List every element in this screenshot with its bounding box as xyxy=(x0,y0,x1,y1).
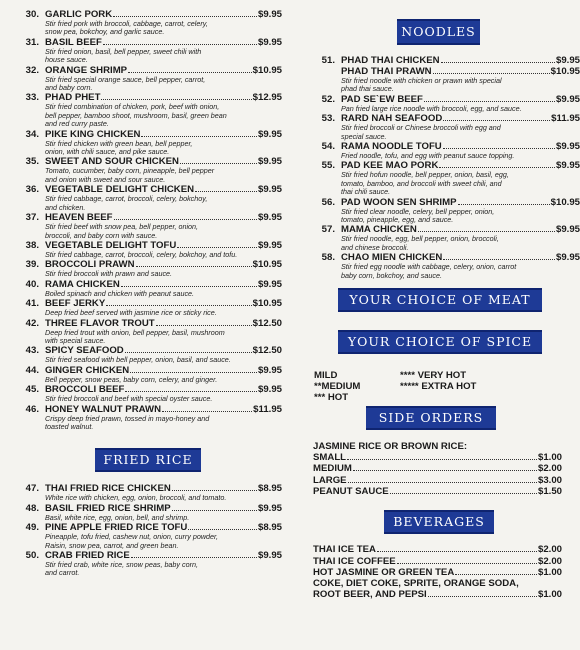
menu-item xyxy=(8,298,282,317)
meat-banner xyxy=(338,288,542,312)
fried-rice-banner xyxy=(95,448,201,472)
item-price: $11.95 xyxy=(253,403,282,415)
menu-item xyxy=(8,92,282,128)
row-name: MEDIUM xyxy=(313,463,352,475)
side-orders-list xyxy=(313,452,562,497)
menu-item xyxy=(304,160,580,196)
item-description: Basil, white rice, egg, onion, bell, and shrimp. xyxy=(45,512,190,522)
leader-dots xyxy=(458,204,550,205)
item-price: $10.95 xyxy=(550,66,580,77)
item-description: Pineapple, tofu fried, cashew nut, onion, curry powder, xyxy=(45,532,219,542)
item-name: CHAO MIEN CHICKEN xyxy=(341,252,443,264)
item-number: 34. xyxy=(25,128,39,140)
side-orders-banner xyxy=(366,406,496,430)
item-description: phad thai sauce. xyxy=(341,84,394,94)
item-number: 55. xyxy=(321,160,335,172)
price-row xyxy=(313,475,562,486)
item-description: Stir fried beef with snow pea, bell pepper, onion, xyxy=(45,222,199,232)
leader-dots xyxy=(397,563,537,564)
leader-dots xyxy=(125,391,257,392)
item-description: Deep fried beef served with jasmine rice or sticky rice. xyxy=(45,308,217,318)
item-price: $9.95 xyxy=(257,9,282,20)
beverages-banner xyxy=(384,510,494,534)
item-description: and chinese broccoli. xyxy=(341,242,409,252)
row-name: THAI ICE TEA xyxy=(313,544,376,556)
leader-dots xyxy=(128,72,252,73)
item-description: special sauce. xyxy=(341,131,387,141)
item-description: bell pepper, bamboo shoot, mushroom, basil, green bean xyxy=(45,110,227,120)
item-name: HONEY WALNUT PRAWN xyxy=(45,403,162,415)
item-description: with special sauce. xyxy=(45,335,106,345)
item-description: and baby corn. xyxy=(45,83,93,93)
item-price: $9.95 xyxy=(257,502,282,514)
row-price: $1.50 xyxy=(537,485,562,497)
item-price: $12.95 xyxy=(252,92,282,104)
leader-dots xyxy=(353,470,537,471)
spice-mild: MILD xyxy=(314,370,338,382)
menu-item xyxy=(8,384,282,403)
item-name: PIKE KING CHICKEN xyxy=(45,128,141,140)
item-price: $8.95 xyxy=(257,522,282,534)
menu-item xyxy=(304,197,580,225)
menu-item xyxy=(8,156,282,184)
leader-dots xyxy=(172,510,257,511)
row-price: $1.00 xyxy=(537,452,562,464)
menu-item-line xyxy=(8,129,282,140)
item-name: RAMA CHICKEN xyxy=(45,278,120,290)
item-number: 38. xyxy=(25,239,39,251)
item-description: White rice with chicken, egg, onion, broccoli, and tomato. xyxy=(45,493,227,503)
leader-dots xyxy=(106,305,251,306)
item-description: Stir fried noodle with chicken or prawn with special xyxy=(341,76,502,85)
menu-item xyxy=(304,55,580,94)
item-number: 37. xyxy=(25,212,39,224)
fried-rice-list xyxy=(0,483,282,577)
row-price: $2.00 xyxy=(537,544,562,556)
item-name: THREE FLAVOR TROUT xyxy=(45,317,155,329)
item-number: 50. xyxy=(25,550,39,561)
fried-rice-title: FRIED RICE xyxy=(103,452,193,468)
item-description: tomato, pineapple, egg, and sauce. xyxy=(341,215,454,225)
item-number: 51. xyxy=(321,55,335,66)
item-number: 47. xyxy=(25,483,39,495)
item-description: Stir fried broccoli with prawn and sauce. xyxy=(45,269,173,279)
item-price: $9.95 xyxy=(555,141,580,153)
item-description: Tomato, cucumber, baby corn, pineapple, bell pepper xyxy=(45,166,215,176)
item-description: Stir fried onion, basil, bell pepper, sweet chili with xyxy=(45,46,202,56)
price-row xyxy=(313,578,562,589)
price-row xyxy=(313,589,562,600)
leader-dots xyxy=(121,286,257,287)
item-description: snow pea, bokchoy, and garlic sauce. xyxy=(45,27,165,37)
item-description: Stir fried broccoli or Chinese broccoli with egg and xyxy=(341,123,501,133)
item-price: $9.95 xyxy=(257,278,282,290)
item-name: SPICY SEAFOOD xyxy=(45,345,124,357)
item-name: HEAVEN BEEF xyxy=(45,212,113,224)
leader-dots xyxy=(390,493,537,494)
leader-dots xyxy=(177,247,257,248)
spice-banner xyxy=(338,330,542,354)
item-number: 31. xyxy=(25,36,39,48)
price-row xyxy=(313,452,562,463)
menu-item xyxy=(304,141,580,160)
item-price: $12.50 xyxy=(252,317,282,329)
menu-item xyxy=(8,503,282,522)
item-name: VEGETABLE DELIGHT TOFU xyxy=(45,239,177,251)
item-description: baby corn, bokchoy, and sauce. xyxy=(341,270,442,280)
item-name: MAMA CHICKEN xyxy=(341,224,417,236)
item-description: and red curry paste. xyxy=(45,119,109,129)
entrees-list xyxy=(0,9,282,431)
menu-item xyxy=(8,483,282,502)
item-description: Crispy deep fried prawn, tossed in mayo-honey and xyxy=(45,413,210,423)
item-price: $9.95 xyxy=(257,364,282,376)
item-price: $9.95 xyxy=(257,550,282,561)
item-number: 44. xyxy=(25,364,39,376)
item-number: 33. xyxy=(25,92,39,104)
menu-item xyxy=(8,279,282,298)
item-description: Boiled spinach and chicken with peanut sauce. xyxy=(45,288,195,298)
beverages-list xyxy=(313,544,562,600)
item-name: RAMA NOODLE TOFU xyxy=(341,141,442,153)
item-name: BASIL BEEF xyxy=(45,36,102,48)
noodles-banner xyxy=(397,19,480,45)
menu-item-line xyxy=(8,65,282,76)
leader-dots xyxy=(188,529,257,530)
menu-item xyxy=(8,404,282,432)
row-name: THAI ICE COFFEE xyxy=(313,555,396,567)
item-number: 52. xyxy=(321,93,335,105)
menu-item xyxy=(8,65,282,93)
spice-extra-hot: ***** EXTRA HOT xyxy=(400,381,477,393)
menu-item-line xyxy=(304,55,580,66)
leader-dots xyxy=(114,219,257,220)
item-number: 43. xyxy=(25,345,39,357)
item-name: ORANGE SHRIMP xyxy=(45,64,128,76)
item-price: $9.95 xyxy=(555,224,580,236)
item-description: and chicken. xyxy=(45,202,86,212)
row-name: LARGE xyxy=(313,474,347,486)
menu-item xyxy=(8,522,282,550)
item-number: 57. xyxy=(321,224,335,236)
item-description: Stir fried chicken with green bean, bell pepper, xyxy=(45,138,193,148)
leader-dots xyxy=(130,372,257,373)
menu-item xyxy=(304,224,580,252)
item-number: 40. xyxy=(25,278,39,290)
item-name: RARD NAH SEAFOOD xyxy=(341,113,443,125)
item-number: 35. xyxy=(25,156,39,168)
item-number: 41. xyxy=(25,298,39,310)
side-orders-title: SIDE ORDERS xyxy=(378,410,484,426)
price-row xyxy=(313,486,562,497)
item-description: Stir fried noodle, egg, bell pepper, onion, broccoli, xyxy=(341,234,499,244)
item-price: $9.95 xyxy=(257,384,282,396)
row-name: ROOT BEER, AND PEPSI xyxy=(313,589,427,601)
item-price: $9.95 xyxy=(257,36,282,48)
item-price: $9.95 xyxy=(555,252,580,264)
item-price: $10.95 xyxy=(252,298,282,310)
price-row xyxy=(313,556,562,567)
item-price: $9.95 xyxy=(257,128,282,140)
price-row xyxy=(313,463,562,474)
item-number: 30. xyxy=(25,9,39,20)
menu-item xyxy=(8,212,282,240)
item-name: BASIL FRIED RICE SHRIMP xyxy=(45,502,171,514)
leader-dots xyxy=(428,596,537,597)
item-number: 56. xyxy=(321,196,335,208)
leader-dots xyxy=(103,44,257,45)
item-description: Deep fried trout with onion, bell pepper, basil, mushroom xyxy=(45,327,225,337)
item-number: 58. xyxy=(321,252,335,264)
leader-dots xyxy=(172,490,257,491)
item-name: BEEF JERKY xyxy=(45,298,106,310)
side-orders-section xyxy=(313,441,562,497)
menu-item xyxy=(8,318,282,346)
item-number: 39. xyxy=(25,259,39,271)
menu-item xyxy=(8,259,282,278)
leader-dots xyxy=(113,16,257,17)
menu-item-line xyxy=(8,404,282,415)
item-description: onion, with chili sauce, and pike sauce. xyxy=(45,147,170,157)
item-name: GINGER CHICKEN xyxy=(45,364,130,376)
spice-medium: **MEDIUM xyxy=(314,381,361,393)
row-price: $2.00 xyxy=(537,463,562,475)
price-row xyxy=(313,567,562,578)
item-name: PAD SE`EW BEEF xyxy=(341,93,423,105)
row-price: $1.00 xyxy=(537,589,562,601)
leader-dots xyxy=(424,101,555,102)
item-price: $10.95 xyxy=(252,64,282,76)
leader-dots xyxy=(377,551,537,552)
item-price: $9.95 xyxy=(555,160,580,172)
leader-dots xyxy=(162,411,252,412)
row-price: $3.00 xyxy=(537,474,562,486)
spice-title: YOUR CHOICE OF SPICE xyxy=(347,334,533,350)
item-price: $9.95 xyxy=(257,184,282,196)
item-description: and carrot. xyxy=(45,568,80,578)
item-number: 49. xyxy=(25,522,39,534)
leader-dots xyxy=(441,62,555,63)
item-number: 48. xyxy=(25,502,39,514)
spice-very-hot: **** VERY HOT xyxy=(400,370,467,382)
item-price: $9.95 xyxy=(555,55,580,66)
item-description: Stir fried cabbage, carrot, broccoli, celery, bokchoy, xyxy=(45,194,208,204)
left-column xyxy=(0,0,282,578)
item-name: PHAD THAI PRAWN xyxy=(341,66,432,77)
item-description: thai chili sauce. xyxy=(341,187,391,197)
item-name: PAD WOON SEN SHRIMP xyxy=(341,196,457,208)
leader-dots xyxy=(131,557,257,558)
menu-item xyxy=(8,345,282,364)
leader-dots xyxy=(418,231,555,232)
item-price: $11.95 xyxy=(551,113,580,125)
item-name: SWEET AND SOUR CHICKEN xyxy=(45,156,179,168)
item-description: Stir fried combination of chicken, pork, beef with onion, xyxy=(45,102,220,112)
item-description: toasted walnut. xyxy=(45,421,94,431)
menu-item xyxy=(8,9,282,37)
right-column xyxy=(296,0,580,601)
leader-dots xyxy=(443,120,550,121)
row-name: SMALL xyxy=(313,452,347,464)
row-price: $1.00 xyxy=(537,566,562,578)
item-price: $9.95 xyxy=(257,156,282,168)
menu-item-line xyxy=(8,318,282,329)
leader-dots xyxy=(455,574,537,575)
leader-dots xyxy=(443,259,555,260)
item-price: $12.50 xyxy=(252,345,282,357)
item-description: broccoli, and baby corn with sauce. xyxy=(45,230,158,240)
item-description: Stir fried clear noodle, celery, bell pepper, onion, xyxy=(341,206,495,216)
row-name: COKE, DIET COKE, SPRITE, ORANGE SODA, xyxy=(313,578,519,590)
meat-title: YOUR CHOICE OF MEAT xyxy=(349,292,531,308)
item-name: BROCCOLI BEEF xyxy=(45,384,125,396)
menu-item xyxy=(304,252,580,280)
item-name: VEGETABLE DELIGHT CHICKEN xyxy=(45,184,195,196)
row-price: $2.00 xyxy=(537,555,562,567)
item-name: PHAD THAI CHICKEN xyxy=(341,55,440,66)
item-description: Fried noodle, tofu, and egg with peanut sauce topping. xyxy=(341,151,515,161)
item-description: Stir fried seafood with bell pepper, onion, basil, and sauce. xyxy=(45,355,231,365)
menu-item xyxy=(304,94,580,113)
item-description: Stir fried special orange sauce, bell pepper, carrot, xyxy=(45,74,206,84)
item-price: $8.95 xyxy=(257,483,282,495)
item-description: Bell pepper, snow peas, baby corn, celery, and ginger. xyxy=(45,374,218,384)
item-number: 45. xyxy=(25,384,39,396)
leader-dots xyxy=(180,163,257,164)
item-description: Stir fried egg noodle with cabbage, celery, onion, carrot xyxy=(341,262,517,272)
item-number: 54. xyxy=(321,141,335,153)
row-name: PEANUT SAUCE xyxy=(313,485,389,497)
item-price: $9.95 xyxy=(257,239,282,251)
leader-dots xyxy=(141,136,257,137)
leader-dots xyxy=(195,191,257,192)
item-description: and onion with sweet and sour sauce. xyxy=(45,174,166,184)
item-description: Raisin, snow pea, carrot, and green bean. xyxy=(45,540,179,550)
menu-item xyxy=(304,113,580,141)
item-description: Stir fried cabbage, carrot, broccoli, celery, bokchoy, and tofu. xyxy=(45,249,238,259)
item-number: 46. xyxy=(25,403,39,415)
item-name: PINE APPLE FRIED RICE TOFU xyxy=(45,522,188,534)
spice-levels xyxy=(314,370,580,406)
item-name: CRAB FRIED RICE xyxy=(45,550,130,561)
menu-item xyxy=(8,37,282,65)
leader-dots xyxy=(439,167,555,168)
item-description: Pan fried large rice noodle with broccoli, egg, and sauce. xyxy=(341,103,522,113)
leader-dots xyxy=(125,352,252,353)
item-number: 42. xyxy=(25,317,39,329)
item-number: 53. xyxy=(321,113,335,125)
item-name: PAD KEE MAO PORK xyxy=(341,160,439,172)
item-name: PHAD PHET xyxy=(45,92,101,104)
menu-item-line xyxy=(304,197,580,208)
item-name: THAI FRIED RICE CHICKEN xyxy=(45,483,171,495)
item-description: Stir fried pork with broccoli, cabbage, carrot, celery, xyxy=(45,19,208,28)
item-description: Stir fried broccoli and beef with special oyster sauce. xyxy=(45,394,213,404)
item-price: $9.95 xyxy=(555,93,580,105)
menu-item xyxy=(8,184,282,212)
item-description: house sauce. xyxy=(45,55,88,65)
item-description: Stir fried hofun noodle, bell pepper, onion, basil, egg, xyxy=(341,170,509,180)
menu-item xyxy=(8,240,282,259)
menu-item xyxy=(8,129,282,157)
price-row xyxy=(313,544,562,555)
menu-item xyxy=(8,365,282,384)
item-number: 32. xyxy=(25,64,39,76)
item-price: $9.95 xyxy=(257,212,282,224)
item-number: 36. xyxy=(25,184,39,196)
item-price: $10.95 xyxy=(550,196,580,208)
leader-dots xyxy=(348,482,537,483)
leader-dots xyxy=(101,99,251,100)
side-orders-header: JASMINE RICE OR BROWN RICE: xyxy=(313,441,468,453)
beverages-title: BEVERAGES xyxy=(393,514,485,530)
noodles-title: NOODLES xyxy=(401,24,476,39)
leader-dots xyxy=(136,266,252,267)
leader-dots xyxy=(443,148,555,149)
noodles-list xyxy=(296,55,580,280)
item-name: BROCCOLI PRAWN xyxy=(45,259,135,271)
item-description: tomato, bamboo, and broccoli with sweet chili, and xyxy=(341,178,502,188)
spice-hot: *** HOT xyxy=(314,392,349,404)
item-price: $10.95 xyxy=(252,259,282,271)
menu-item xyxy=(8,550,282,578)
item-description: Stir fried crab, white rice, snow peas, baby corn, xyxy=(45,560,199,569)
item-name: GARLIC PORK xyxy=(45,9,113,20)
row-name: HOT JASMINE OR GREEN TEA xyxy=(313,566,455,578)
leader-dots xyxy=(433,73,550,74)
leader-dots xyxy=(347,459,537,460)
leader-dots xyxy=(156,325,252,326)
